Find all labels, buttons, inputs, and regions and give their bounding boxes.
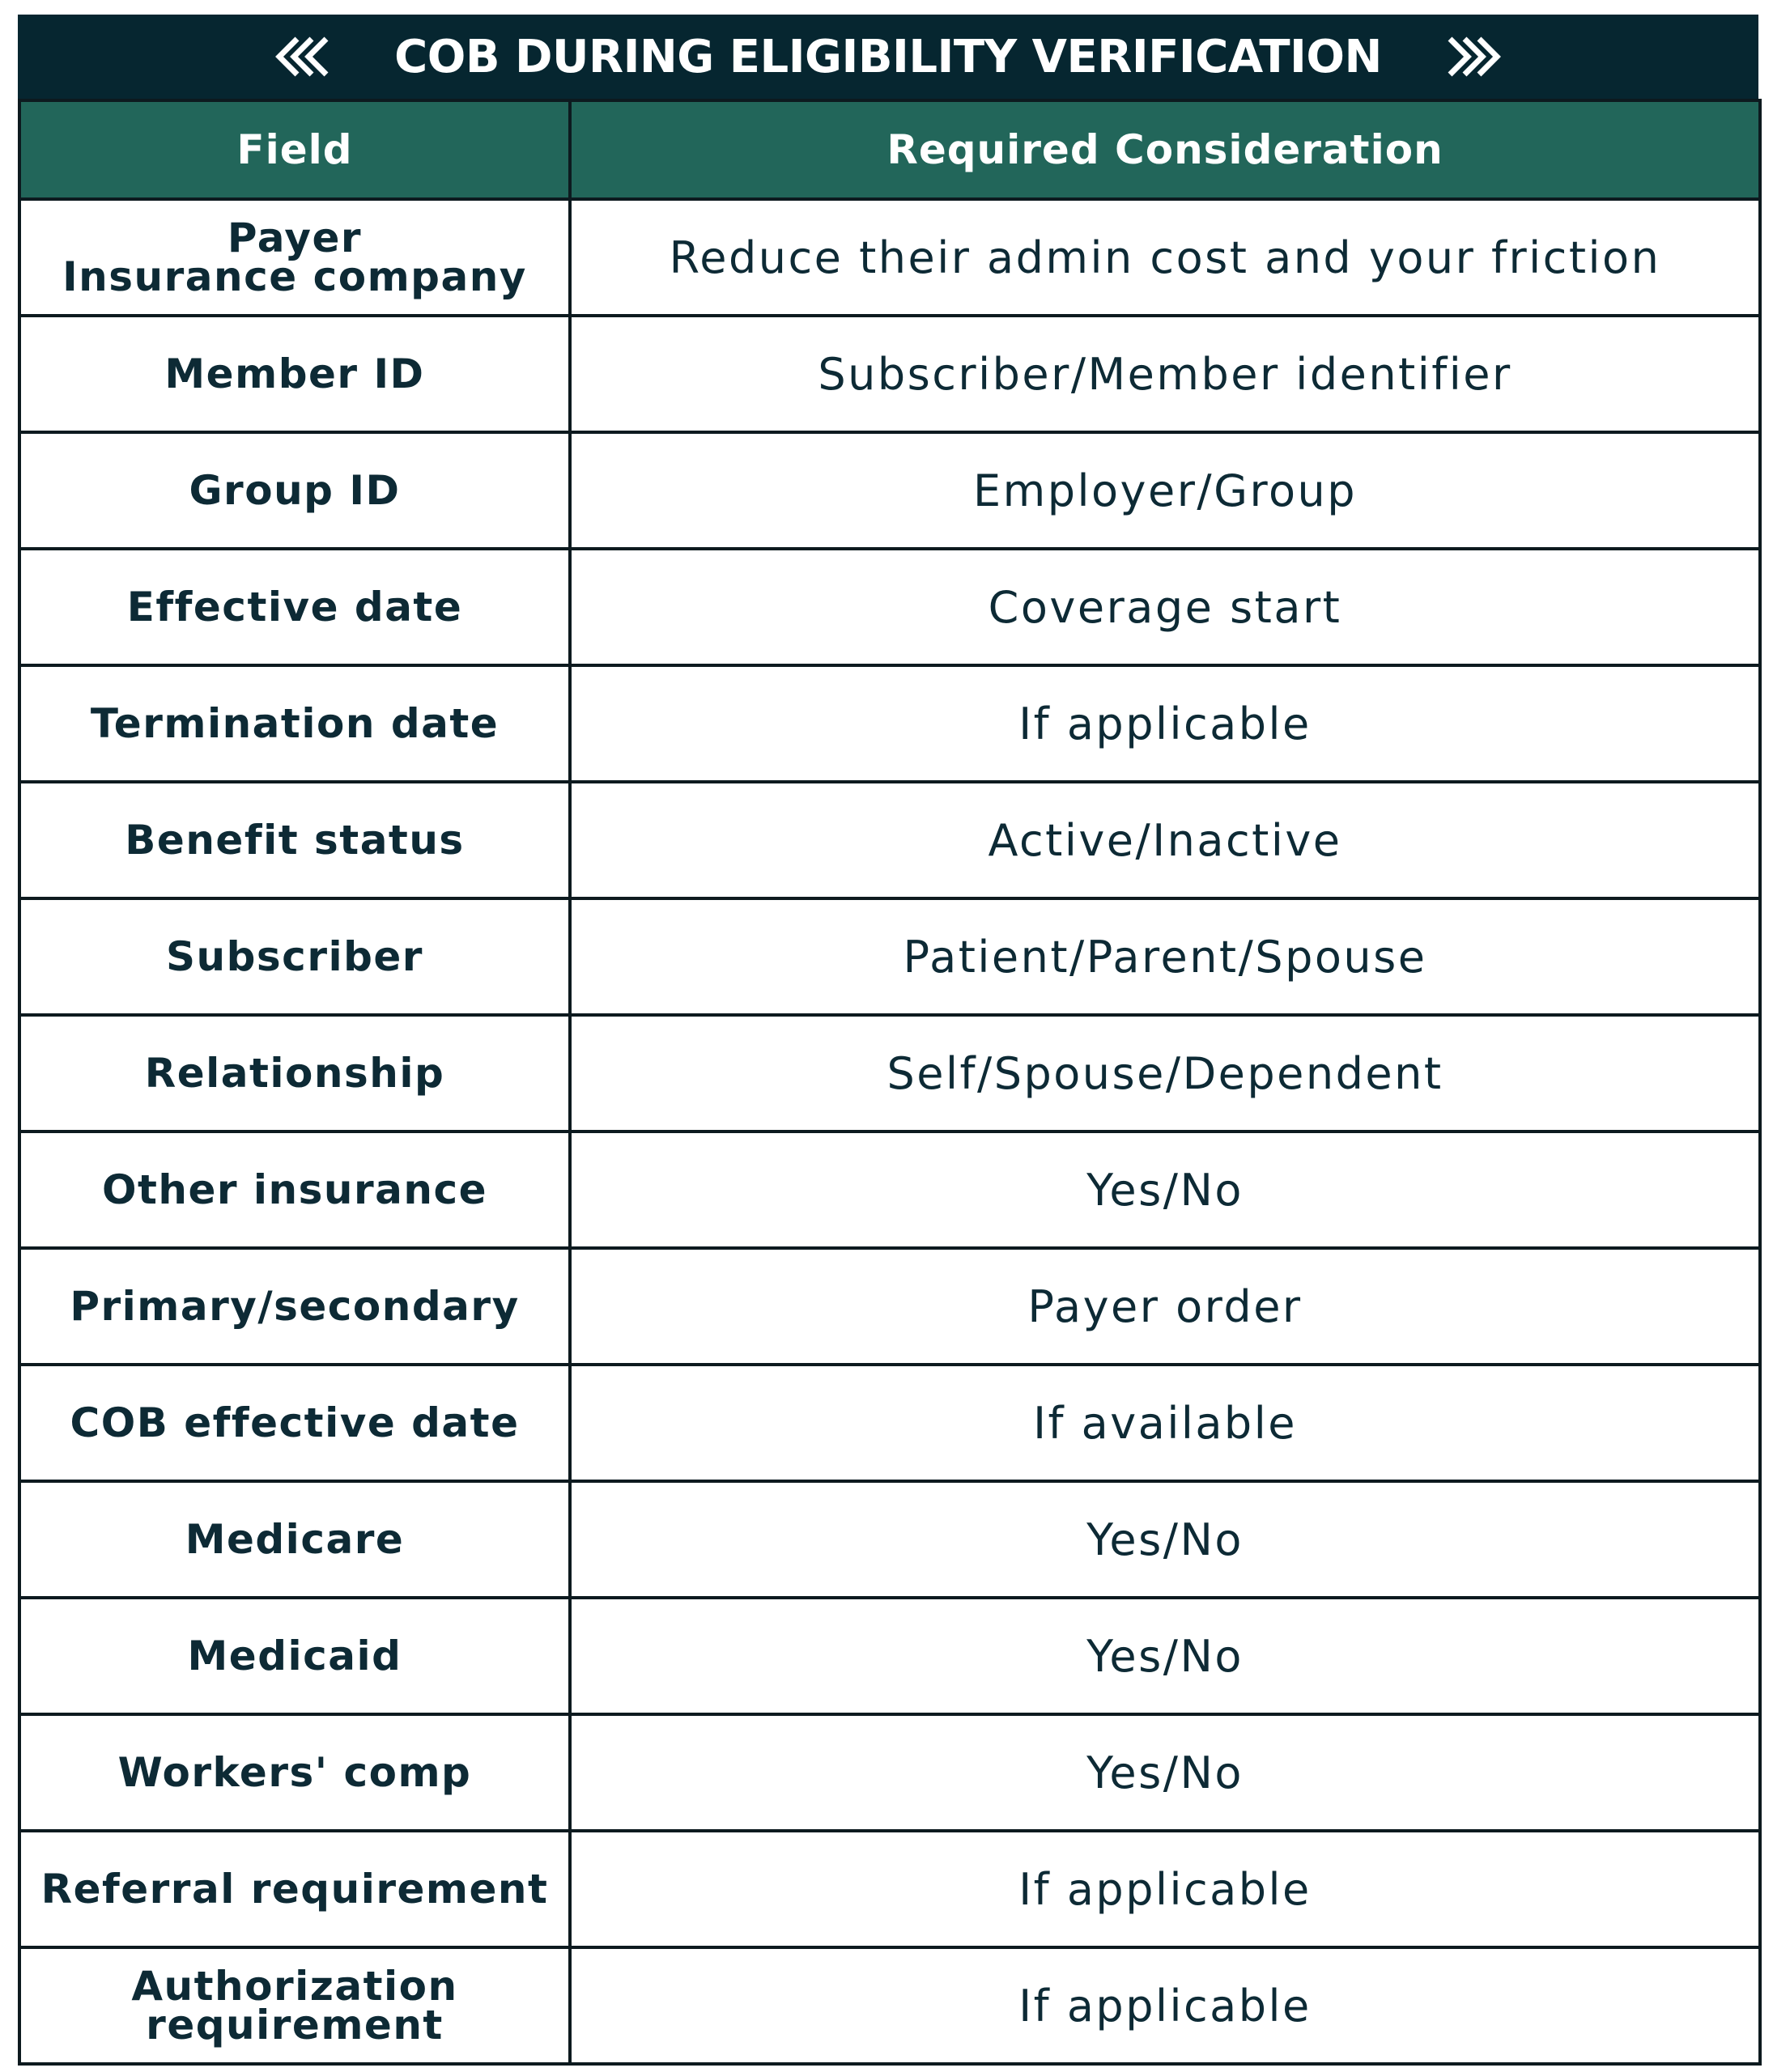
consideration-cell: Subscriber/Member identifier bbox=[570, 316, 1760, 432]
field-cell: Payer Insurance company bbox=[19, 199, 570, 316]
table-row bbox=[19, 1598, 1760, 1714]
double-chevron-right-icon bbox=[1439, 34, 1507, 79]
consideration-cell: Self/Spouse/Dependent bbox=[570, 1015, 1760, 1132]
table-row bbox=[19, 1831, 1760, 1947]
table-row bbox=[19, 316, 1760, 432]
consideration-cell: Reduce their admin cost and your friction bbox=[570, 199, 1760, 316]
field-cell: COB effective date bbox=[19, 1365, 570, 1481]
consideration-cell: Employer/Group bbox=[570, 432, 1760, 549]
column-header-field: Field bbox=[19, 100, 570, 199]
cob-table bbox=[18, 99, 1762, 2066]
title-bar bbox=[18, 15, 1758, 99]
table-row bbox=[19, 898, 1760, 1015]
field-cell: Group ID bbox=[19, 432, 570, 549]
consideration-cell: Yes/No bbox=[570, 1481, 1760, 1598]
consideration-cell: Coverage start bbox=[570, 549, 1760, 665]
consideration-cell: Yes/No bbox=[570, 1132, 1760, 1248]
table-row bbox=[19, 1015, 1760, 1132]
field-cell: Primary/secondary bbox=[19, 1248, 570, 1365]
consideration-cell: If applicable bbox=[570, 1947, 1760, 2064]
table-row bbox=[19, 1947, 1760, 2064]
table-row bbox=[19, 549, 1760, 665]
table-header bbox=[19, 100, 1760, 199]
field-cell: Workers' comp bbox=[19, 1714, 570, 1831]
table-row bbox=[19, 782, 1760, 898]
header-row bbox=[19, 100, 1760, 199]
table-row bbox=[19, 1248, 1760, 1365]
consideration-cell: Active/Inactive bbox=[570, 782, 1760, 898]
table-row bbox=[19, 1132, 1760, 1248]
page-title: COB DURING ELIGIBILITY VERIFICATION bbox=[394, 30, 1382, 83]
consideration-cell: If applicable bbox=[570, 1831, 1760, 1947]
field-cell: Other insurance bbox=[19, 1132, 570, 1248]
table-row bbox=[19, 1481, 1760, 1598]
field-cell: Member ID bbox=[19, 316, 570, 432]
field-cell: Benefit status bbox=[19, 782, 570, 898]
table-row bbox=[19, 199, 1760, 316]
double-chevron-left-icon bbox=[270, 34, 338, 79]
field-cell: Authorization requirement bbox=[19, 1947, 570, 2064]
consideration-cell: If available bbox=[570, 1365, 1760, 1481]
field-cell: Relationship bbox=[19, 1015, 570, 1132]
consideration-cell: Yes/No bbox=[570, 1598, 1760, 1714]
table-row bbox=[19, 1714, 1760, 1831]
consideration-cell: Payer order bbox=[570, 1248, 1760, 1365]
field-cell: Medicare bbox=[19, 1481, 570, 1598]
consideration-cell: Yes/No bbox=[570, 1714, 1760, 1831]
eligibility-cob-sheet bbox=[18, 15, 1758, 2064]
table-body bbox=[19, 199, 1760, 2064]
table-row bbox=[19, 432, 1760, 549]
field-cell: Effective date bbox=[19, 549, 570, 665]
consideration-cell: Patient/Parent/Spouse bbox=[570, 898, 1760, 1015]
field-cell: Subscriber bbox=[19, 898, 570, 1015]
field-cell: Termination date bbox=[19, 665, 570, 782]
column-header-consideration: Required Consideration bbox=[570, 100, 1760, 199]
consideration-cell: If applicable bbox=[570, 665, 1760, 782]
field-cell: Referral requirement bbox=[19, 1831, 570, 1947]
field-cell: Medicaid bbox=[19, 1598, 570, 1714]
table-row bbox=[19, 1365, 1760, 1481]
table-row bbox=[19, 665, 1760, 782]
